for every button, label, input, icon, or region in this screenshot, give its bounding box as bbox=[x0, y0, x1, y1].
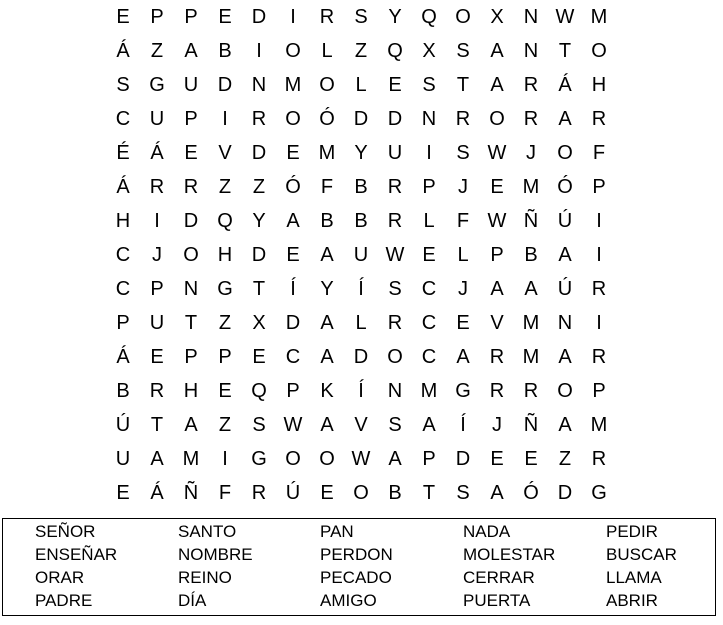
grid-letter[interactable]: I bbox=[222, 108, 228, 130]
grid-letter[interactable]: R bbox=[523, 108, 539, 130]
grid-letter[interactable]: D bbox=[217, 74, 233, 96]
grid-letter[interactable]: A bbox=[558, 108, 572, 130]
grid-letter[interactable]: K bbox=[320, 380, 334, 402]
grid-letter[interactable]: E bbox=[218, 380, 232, 402]
grid-letter[interactable]: M bbox=[590, 414, 608, 436]
grid-letter[interactable]: Ñ bbox=[183, 482, 199, 504]
grid-letter[interactable]: R bbox=[591, 448, 607, 470]
grid-letter[interactable]: X bbox=[490, 6, 504, 28]
grid-letter[interactable]: E bbox=[116, 6, 130, 28]
grid-letter[interactable]: H bbox=[591, 74, 607, 96]
grid-letter[interactable]: W bbox=[555, 6, 575, 28]
grid-letter[interactable]: I bbox=[290, 6, 296, 28]
grid-letter[interactable]: H bbox=[115, 210, 131, 232]
grid-letter[interactable]: Á bbox=[116, 176, 130, 198]
grid-letter[interactable]: G bbox=[149, 74, 165, 96]
grid-letter[interactable]: S bbox=[116, 74, 130, 96]
grid-letter[interactable]: P bbox=[592, 176, 606, 198]
grid-letter[interactable]: D bbox=[183, 210, 199, 232]
word-list-item: PADRE bbox=[35, 591, 93, 610]
grid-letter[interactable]: T bbox=[558, 40, 572, 62]
grid-letter[interactable]: P bbox=[592, 380, 606, 402]
grid-letter[interactable]: I bbox=[256, 40, 262, 62]
grid-letter[interactable]: Í bbox=[290, 278, 296, 300]
grid-letter[interactable]: U bbox=[149, 108, 165, 130]
grid-letter[interactable]: A bbox=[490, 74, 504, 96]
grid-letter[interactable]: E bbox=[150, 346, 164, 368]
grid-letter[interactable]: Z bbox=[218, 312, 232, 334]
grid-letter[interactable]: Z bbox=[150, 40, 164, 62]
grid-letter[interactable]: N bbox=[183, 278, 199, 300]
grid-letter[interactable]: B bbox=[116, 380, 130, 402]
grid-letter[interactable]: E bbox=[320, 482, 334, 504]
grid-letter[interactable]: R bbox=[387, 210, 403, 232]
grid-letter[interactable]: D bbox=[251, 142, 267, 164]
grid-letter[interactable]: A bbox=[184, 40, 198, 62]
grid-letter[interactable]: R bbox=[387, 176, 403, 198]
grid-letter[interactable]: J bbox=[152, 244, 162, 266]
grid-letter[interactable]: C bbox=[115, 108, 131, 130]
grid-letter[interactable]: Á bbox=[116, 346, 130, 368]
grid-letter[interactable]: I bbox=[426, 142, 432, 164]
grid-letter[interactable]: A bbox=[150, 448, 164, 470]
grid-letter[interactable]: Ó bbox=[285, 176, 301, 198]
grid-letter[interactable]: G bbox=[455, 380, 471, 402]
grid-letter[interactable]: O bbox=[285, 40, 301, 62]
grid-letter[interactable]: F bbox=[456, 210, 470, 232]
grid-letter[interactable]: N bbox=[421, 108, 437, 130]
grid-letter[interactable]: R bbox=[591, 346, 607, 368]
grid-letter[interactable]: E bbox=[490, 176, 504, 198]
word-list-item: PEDIR bbox=[606, 522, 658, 541]
word-list-item: PECADO bbox=[320, 568, 392, 587]
grid-letter[interactable]: Ú bbox=[285, 482, 301, 504]
grid-letter[interactable]: X bbox=[252, 312, 266, 334]
grid-letter[interactable]: Q bbox=[421, 6, 437, 28]
grid-letter[interactable]: L bbox=[423, 210, 435, 232]
grid-letter[interactable]: P bbox=[490, 244, 504, 266]
grid-letter[interactable]: E bbox=[218, 6, 232, 28]
grid-letter[interactable]: I bbox=[222, 448, 228, 470]
grid-letter[interactable]: T bbox=[252, 278, 266, 300]
grid-letter[interactable]: X bbox=[422, 40, 436, 62]
grid-letter[interactable]: S bbox=[252, 414, 266, 436]
grid-letter[interactable]: G bbox=[251, 448, 267, 470]
grid-letter[interactable]: O bbox=[557, 142, 573, 164]
grid-letter[interactable]: E bbox=[490, 448, 504, 470]
grid-letter[interactable]: P bbox=[422, 176, 436, 198]
grid-letter[interactable]: Q bbox=[387, 40, 403, 62]
grid-letter[interactable]: E bbox=[524, 448, 538, 470]
grid-letter[interactable]: R bbox=[523, 380, 539, 402]
word-list-item: NADA bbox=[463, 522, 511, 541]
grid-letter[interactable]: L bbox=[355, 312, 367, 334]
grid-letter[interactable]: S bbox=[456, 40, 470, 62]
grid-letter[interactable]: O bbox=[285, 448, 301, 470]
word-list-item: DÍA bbox=[178, 591, 207, 610]
grid-letter[interactable]: E bbox=[252, 346, 266, 368]
grid-letter[interactable]: E bbox=[184, 142, 198, 164]
grid-letter[interactable]: W bbox=[351, 448, 371, 470]
grid-letter[interactable]: P bbox=[150, 278, 164, 300]
grid-letter[interactable]: V bbox=[490, 312, 504, 334]
grid-letter[interactable]: R bbox=[455, 108, 471, 130]
grid-letter[interactable]: Ú bbox=[557, 210, 573, 232]
grid-letter[interactable]: W bbox=[385, 244, 405, 266]
word-list bbox=[2, 518, 716, 616]
word-list-item: MOLESTAR bbox=[463, 545, 556, 564]
grid-letter[interactable]: C bbox=[115, 278, 131, 300]
word-list-item: SEÑOR bbox=[35, 522, 96, 541]
grid-letter[interactable]: B bbox=[354, 210, 368, 232]
grid-letter[interactable]: N bbox=[251, 74, 267, 96]
grid-letter[interactable]: P bbox=[218, 346, 232, 368]
grid-letter[interactable]: Z bbox=[218, 176, 232, 198]
word-list-item: ORAR bbox=[35, 568, 85, 587]
grid-letter[interactable]: S bbox=[456, 482, 470, 504]
grid-letter[interactable]: J bbox=[526, 142, 536, 164]
grid-letter[interactable]: D bbox=[557, 482, 573, 504]
grid-letter[interactable]: P bbox=[150, 6, 164, 28]
grid-letter[interactable]: Ó bbox=[319, 108, 335, 130]
grid-letter[interactable]: Á bbox=[116, 40, 130, 62]
grid-letter[interactable]: Y bbox=[354, 142, 368, 164]
grid-letter[interactable]: Ó bbox=[557, 176, 573, 198]
grid-letter[interactable]: Q bbox=[217, 210, 233, 232]
grid-letter[interactable]: C bbox=[421, 278, 437, 300]
grid-letter[interactable]: Ó bbox=[523, 482, 539, 504]
grid-letter[interactable]: T bbox=[184, 312, 198, 334]
grid-letter[interactable]: D bbox=[251, 6, 267, 28]
grid-letter[interactable]: M bbox=[590, 6, 608, 28]
grid-letter[interactable]: V bbox=[218, 142, 232, 164]
grid-letter[interactable]: Á bbox=[150, 142, 164, 164]
grid-letter[interactable]: P bbox=[422, 448, 436, 470]
grid-letter[interactable]: Y bbox=[388, 6, 402, 28]
grid-letter[interactable]: A bbox=[490, 278, 504, 300]
grid-letter[interactable]: Z bbox=[354, 40, 368, 62]
grid-letter[interactable]: D bbox=[353, 108, 369, 130]
grid-letter[interactable]: A bbox=[558, 414, 572, 436]
grid-letter[interactable]: S bbox=[388, 414, 402, 436]
grid-letter[interactable]: I bbox=[154, 210, 160, 232]
grid-letter[interactable]: R bbox=[523, 74, 539, 96]
grid-letter[interactable]: F bbox=[320, 176, 334, 198]
grid-letter[interactable]: N bbox=[523, 6, 539, 28]
grid-letter[interactable]: B bbox=[320, 210, 334, 232]
grid-letter[interactable]: Í bbox=[358, 380, 364, 402]
word-list-item: PERDON bbox=[320, 545, 393, 564]
grid-letter[interactable]: B bbox=[388, 482, 402, 504]
grid-letter[interactable]: U bbox=[183, 74, 199, 96]
grid-letter[interactable]: R bbox=[319, 6, 335, 28]
grid-letter[interactable]: P bbox=[286, 380, 300, 402]
grid-letter[interactable]: O bbox=[455, 6, 471, 28]
grid-letter[interactable]: S bbox=[422, 74, 436, 96]
grid-letter[interactable]: Í bbox=[460, 414, 466, 436]
grid-letter[interactable]: P bbox=[116, 312, 130, 334]
grid-letter[interactable]: R bbox=[591, 108, 607, 130]
grid-letter[interactable]: Z bbox=[218, 414, 232, 436]
grid-letter[interactable]: S bbox=[456, 142, 470, 164]
grid-letter[interactable]: Z bbox=[558, 448, 572, 470]
grid-letter[interactable]: O bbox=[557, 380, 573, 402]
grid-letter[interactable]: Á bbox=[150, 482, 164, 504]
grid-letter[interactable]: J bbox=[458, 176, 468, 198]
grid-letter[interactable]: S bbox=[354, 6, 368, 28]
grid-letter[interactable]: R bbox=[387, 312, 403, 334]
grid-letter[interactable]: M bbox=[522, 346, 540, 368]
grid-letter[interactable]: E bbox=[116, 482, 130, 504]
grid-letter[interactable]: Ñ bbox=[523, 210, 539, 232]
grid-letter[interactable]: N bbox=[557, 312, 573, 334]
grid-letter[interactable]: O bbox=[319, 448, 335, 470]
grid-letter[interactable]: C bbox=[285, 346, 301, 368]
grid-letter[interactable]: A bbox=[320, 244, 334, 266]
grid-letter[interactable]: R bbox=[251, 482, 267, 504]
grid-letter[interactable]: P bbox=[184, 108, 198, 130]
grid-letter[interactable]: A bbox=[558, 244, 572, 266]
grid-letter[interactable]: E bbox=[286, 142, 300, 164]
grid-letter[interactable]: R bbox=[489, 346, 505, 368]
grid-letter[interactable]: R bbox=[489, 380, 505, 402]
grid-letter[interactable]: R bbox=[183, 176, 199, 198]
grid-letter[interactable]: T bbox=[150, 414, 164, 436]
grid-letter[interactable]: D bbox=[387, 108, 403, 130]
grid-letter[interactable]: O bbox=[591, 40, 607, 62]
grid-letter[interactable]: D bbox=[353, 346, 369, 368]
word-list-item: REINO bbox=[178, 568, 232, 587]
grid-letter[interactable]: L bbox=[457, 244, 469, 266]
grid-letter[interactable]: B bbox=[524, 244, 538, 266]
grid-letter[interactable]: A bbox=[456, 346, 470, 368]
grid-letter[interactable]: A bbox=[286, 210, 300, 232]
grid-letter[interactable]: O bbox=[319, 74, 335, 96]
letter-grid bbox=[106, 0, 616, 510]
grid-letter[interactable]: F bbox=[592, 142, 606, 164]
word-list-item: AMIGO bbox=[320, 591, 377, 610]
grid-letter[interactable]: W bbox=[283, 414, 303, 436]
grid-letter[interactable]: O bbox=[285, 108, 301, 130]
grid-letter[interactable]: B bbox=[354, 176, 368, 198]
grid-letter[interactable]: A bbox=[388, 448, 402, 470]
grid-letter[interactable]: Ú bbox=[557, 278, 573, 300]
grid-letter[interactable]: U bbox=[387, 142, 403, 164]
grid-letter[interactable]: H bbox=[217, 244, 233, 266]
word-list-item: ABRIR bbox=[606, 591, 658, 610]
grid-letter[interactable]: W bbox=[487, 142, 507, 164]
grid-letter[interactable]: T bbox=[456, 74, 470, 96]
grid-letter[interactable]: O bbox=[489, 108, 505, 130]
grid-letter[interactable]: R bbox=[591, 278, 607, 300]
grid-letter[interactable]: D bbox=[455, 448, 471, 470]
grid-letter[interactable]: A bbox=[320, 312, 334, 334]
grid-letter[interactable]: S bbox=[388, 278, 402, 300]
grid-letter[interactable]: C bbox=[421, 346, 437, 368]
grid-letter[interactable]: É bbox=[116, 142, 130, 164]
word-list-item: ENSEÑAR bbox=[35, 545, 118, 564]
grid-letter[interactable]: Ñ bbox=[523, 414, 539, 436]
grid-letter[interactable]: M bbox=[522, 176, 540, 198]
grid-letter[interactable]: T bbox=[422, 482, 436, 504]
grid-letter[interactable]: O bbox=[353, 482, 369, 504]
word-list-item: CERRAR bbox=[463, 568, 535, 587]
word-list-item: BUSCAR bbox=[606, 545, 677, 564]
grid-letter[interactable]: Á bbox=[558, 74, 572, 96]
grid-letter[interactable]: J bbox=[458, 278, 468, 300]
grid-letter[interactable]: E bbox=[388, 74, 402, 96]
word-list-item: PUERTA bbox=[463, 591, 531, 610]
grid-letter[interactable]: E bbox=[456, 312, 470, 334]
grid-letter[interactable]: A bbox=[524, 278, 538, 300]
grid-letter[interactable]: C bbox=[421, 312, 437, 334]
grid-letter[interactable]: A bbox=[320, 346, 334, 368]
grid-letter[interactable]: Z bbox=[252, 176, 266, 198]
grid-letter[interactable]: E bbox=[286, 244, 300, 266]
grid-letter[interactable]: N bbox=[387, 380, 403, 402]
grid-letter[interactable]: U bbox=[353, 244, 369, 266]
grid-letter[interactable]: Y bbox=[320, 278, 334, 300]
grid-letter[interactable]: I bbox=[596, 312, 602, 334]
word-list-item: SANTO bbox=[178, 522, 237, 541]
grid-letter[interactable]: A bbox=[320, 414, 334, 436]
grid-letter[interactable]: M bbox=[522, 312, 540, 334]
grid-letter[interactable]: M bbox=[318, 142, 336, 164]
grid-letter[interactable]: I bbox=[596, 244, 602, 266]
grid-letter[interactable]: A bbox=[490, 40, 504, 62]
grid-letter[interactable]: U bbox=[115, 448, 131, 470]
grid-letter[interactable]: O bbox=[183, 244, 199, 266]
grid-letter[interactable]: R bbox=[251, 108, 267, 130]
grid-letter[interactable]: Í bbox=[358, 278, 364, 300]
grid-letter[interactable]: L bbox=[321, 40, 333, 62]
grid-letter[interactable]: A bbox=[558, 346, 572, 368]
grid-letter[interactable]: V bbox=[354, 414, 368, 436]
grid-letter[interactable]: H bbox=[183, 380, 199, 402]
grid-letter[interactable]: A bbox=[422, 414, 436, 436]
grid-letter[interactable]: U bbox=[149, 312, 165, 334]
grid-letter[interactable]: R bbox=[149, 176, 165, 198]
grid-letter[interactable]: E bbox=[422, 244, 436, 266]
grid-letter[interactable]: L bbox=[355, 74, 367, 96]
word-list-item: PAN bbox=[320, 522, 354, 541]
grid-letter[interactable]: P bbox=[184, 6, 198, 28]
grid-letter[interactable]: A bbox=[184, 414, 198, 436]
grid-letter[interactable]: G bbox=[217, 278, 233, 300]
grid-letter[interactable]: Y bbox=[252, 210, 266, 232]
grid-letter[interactable]: C bbox=[115, 244, 131, 266]
grid-letter[interactable]: J bbox=[492, 414, 502, 436]
grid-letter[interactable]: W bbox=[487, 210, 507, 232]
grid-letter[interactable]: P bbox=[184, 346, 198, 368]
grid-letter[interactable]: F bbox=[218, 482, 232, 504]
grid-letter[interactable]: M bbox=[182, 448, 200, 470]
grid-letter[interactable]: B bbox=[218, 40, 232, 62]
grid-letter[interactable]: A bbox=[490, 482, 504, 504]
grid-letter[interactable]: G bbox=[591, 482, 607, 504]
grid-letter[interactable]: O bbox=[387, 346, 403, 368]
grid-letter[interactable]: M bbox=[420, 380, 438, 402]
grid-letter[interactable]: D bbox=[285, 312, 301, 334]
grid-letter[interactable]: M bbox=[284, 74, 302, 96]
grid-letter[interactable]: I bbox=[596, 210, 602, 232]
grid-letter[interactable]: R bbox=[149, 380, 165, 402]
word-list-item: LLAMA bbox=[606, 568, 662, 587]
grid-letter[interactable]: D bbox=[251, 244, 267, 266]
word-list-item: NOMBRE bbox=[178, 545, 253, 564]
grid-letter[interactable]: Ú bbox=[115, 414, 131, 436]
grid-letter[interactable]: Q bbox=[251, 380, 267, 402]
grid-letter[interactable]: N bbox=[523, 40, 539, 62]
